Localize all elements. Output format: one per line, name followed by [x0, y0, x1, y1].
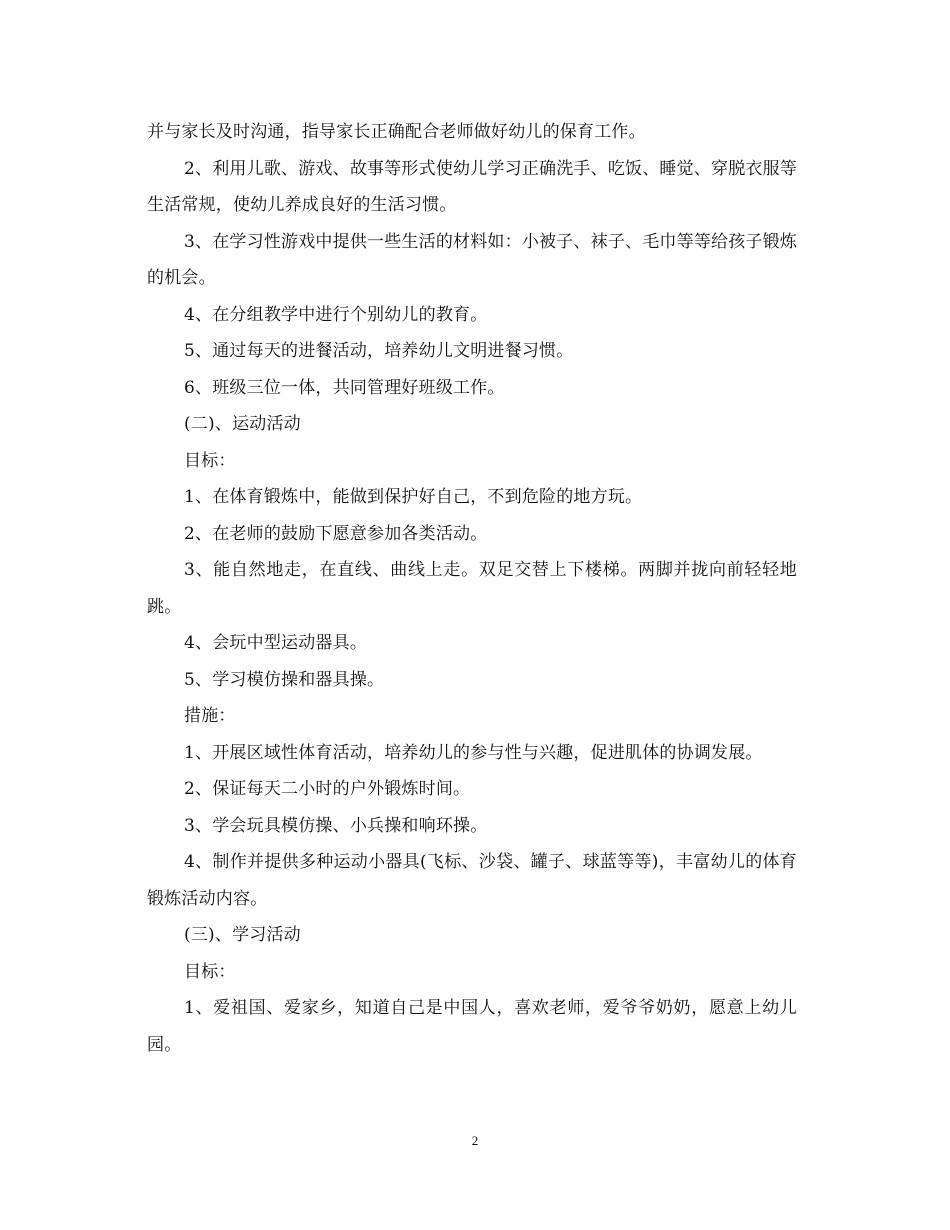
body-paragraph: 4、会玩中型运动器具。 — [184, 633, 368, 653]
body-paragraph: 5、学习模仿操和器具操。 — [184, 669, 385, 690]
body-paragraph: 2、在老师的鼓励下愿意参加各类活动。 — [184, 523, 488, 544]
body-paragraph: 5、通过每天的进餐活动，培养幼儿文明进餐习惯。 — [184, 341, 574, 361]
body-paragraph: 并与家长及时沟通，指导家长正确配合老师做好幼儿的保育工作。 — [147, 122, 646, 142]
body-paragraph: 2、保证每天二小时的户外锻炼时间。 — [184, 779, 471, 799]
body-paragraph: 1、开展区域性体育活动，培养幼儿的参与性与兴趣，促进肌体的协调发展。 — [184, 742, 763, 763]
body-paragraph: 4、在分组教学中进行个别幼儿的教育。 — [184, 304, 488, 325]
body-paragraph: 1、在体育锻炼中，能做到保护好自己，不到危险的地方玩。 — [184, 487, 643, 507]
body-paragraph: 2、利用儿歌、游戏、故事等形式使幼儿学习正确洗手、吃饭、睡觉、穿脱衣服等生活常规，使幼儿养成良好的生活习惯。 — [147, 158, 798, 215]
body-paragraph: 3、能自然地走，在直线、曲线上走。双足交替上下楼梯。两脚并拢向前轻轻地跳。 — [147, 560, 797, 617]
body-paragraph: 目标： — [184, 450, 236, 471]
body-paragraph: 目标： — [184, 961, 236, 982]
body-paragraph: 3、学会玩具模仿操、小兵操和响环操。 — [184, 815, 488, 836]
body-paragraph: 4、制作并提供多种运动小器具(飞标、沙袋、罐子、球蓝等等)，丰富幼儿的体育锻炼活动内容。 — [147, 852, 797, 909]
page-number: 2 — [471, 1133, 479, 1148]
body-paragraph: (三)、学习活动 — [184, 925, 301, 945]
body-paragraph: 措施： — [184, 706, 236, 726]
body-paragraph: 6、班级三位一体，共同管理好班级工作。 — [184, 377, 505, 398]
document-body — [147, 114, 797, 1063]
body-paragraph: 3、在学习性游戏中提供一些生活的材料如：小被子、袜子、毛巾等等给孩子锻炼的机会。 — [147, 231, 798, 288]
body-paragraph: (二)、运动活动 — [184, 414, 301, 434]
body-paragraph: 1、爱祖国、爱家乡，知道自己是中国人，喜欢老师，爱爷爷奶奶，愿意上幼儿园。 — [147, 998, 797, 1055]
